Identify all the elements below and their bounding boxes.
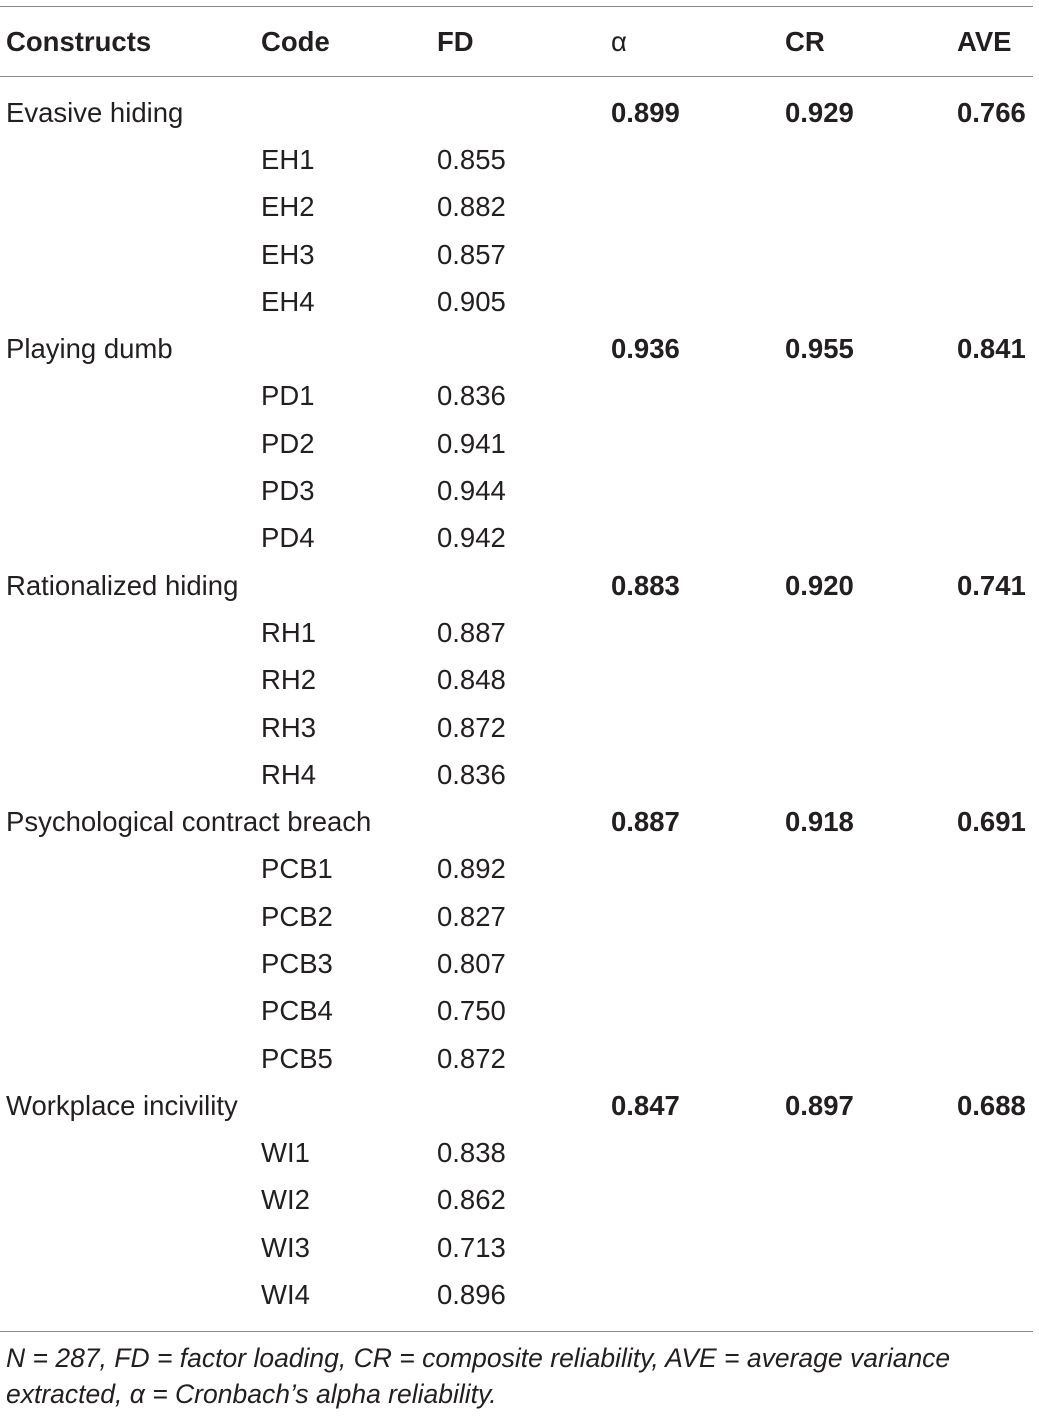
construct-cell-empty bbox=[0, 1035, 261, 1082]
item-code: RH1 bbox=[261, 616, 317, 648]
item-fd: 0.944 bbox=[437, 475, 506, 507]
ave-cell-empty bbox=[957, 609, 1033, 656]
construct-cell-empty bbox=[0, 1130, 261, 1177]
ave-cell-empty bbox=[957, 1224, 1033, 1271]
header-constructs: Constructs bbox=[6, 25, 152, 57]
cr-value: 0.918 bbox=[785, 806, 854, 838]
item-fd: 0.827 bbox=[437, 900, 506, 932]
alpha-cell-empty bbox=[611, 136, 785, 183]
construct-cell-empty bbox=[0, 893, 261, 940]
construct-cell-empty bbox=[0, 704, 261, 751]
alpha-cell-empty bbox=[611, 940, 785, 987]
table-body bbox=[0, 65, 1033, 1319]
code-cell-empty bbox=[261, 1082, 437, 1129]
reliability-table bbox=[0, 18, 1033, 1319]
ave-value: 0.766 bbox=[957, 96, 1026, 128]
item-row bbox=[0, 136, 1033, 183]
construct-name: Rationalized hiding bbox=[6, 569, 239, 601]
item-fd: 0.713 bbox=[437, 1231, 506, 1263]
fd-cell-empty bbox=[437, 1082, 611, 1129]
construct-cell-empty bbox=[0, 136, 261, 183]
cr-cell-empty bbox=[785, 846, 957, 893]
construct-cell-empty bbox=[0, 420, 261, 467]
alpha-cell-empty bbox=[611, 231, 785, 278]
item-fd: 0.750 bbox=[437, 995, 506, 1027]
construct-cell-empty bbox=[0, 231, 261, 278]
alpha-cell-empty bbox=[611, 184, 785, 231]
alpha-cell-empty bbox=[611, 1130, 785, 1177]
item-row bbox=[0, 373, 1033, 420]
ave-cell-empty bbox=[957, 657, 1033, 704]
ave-cell-empty bbox=[957, 184, 1033, 231]
item-fd: 0.896 bbox=[437, 1279, 506, 1311]
item-code: EH3 bbox=[261, 238, 315, 270]
item-fd: 0.887 bbox=[437, 616, 506, 648]
item-fd: 0.872 bbox=[437, 711, 506, 743]
code-cell-empty bbox=[261, 325, 437, 372]
header-fd: FD bbox=[437, 25, 474, 57]
cr-value: 0.929 bbox=[785, 96, 854, 128]
table-header-row bbox=[0, 18, 1033, 65]
header-cr: CR bbox=[785, 25, 825, 57]
construct-row bbox=[0, 325, 1033, 372]
alpha-cell-empty bbox=[611, 704, 785, 751]
construct-cell-empty bbox=[0, 657, 261, 704]
ave-cell-empty bbox=[957, 231, 1033, 278]
ave-cell-empty bbox=[957, 278, 1033, 325]
alpha-cell-empty bbox=[611, 373, 785, 420]
item-code: EH4 bbox=[261, 285, 315, 317]
item-row bbox=[0, 751, 1033, 798]
item-row bbox=[0, 940, 1033, 987]
item-fd: 0.882 bbox=[437, 191, 506, 223]
table-bottom-rule bbox=[0, 1331, 1033, 1332]
cr-cell-empty bbox=[785, 704, 957, 751]
item-row bbox=[0, 278, 1033, 325]
cr-cell-empty bbox=[785, 184, 957, 231]
ave-cell-empty bbox=[957, 373, 1033, 420]
item-code: EH1 bbox=[261, 143, 315, 175]
item-code: RH2 bbox=[261, 664, 317, 696]
item-code: PCB1 bbox=[261, 853, 333, 885]
item-code: PCB3 bbox=[261, 947, 333, 979]
item-row bbox=[0, 1130, 1033, 1177]
cr-cell-empty bbox=[785, 751, 957, 798]
ave-cell-empty bbox=[957, 1177, 1033, 1224]
construct-cell-empty bbox=[0, 751, 261, 798]
alpha-cell-empty bbox=[611, 846, 785, 893]
cr-cell-empty bbox=[785, 1035, 957, 1082]
construct-row bbox=[0, 89, 1033, 136]
fd-cell-empty bbox=[437, 89, 611, 136]
cr-cell-empty bbox=[785, 231, 957, 278]
item-row bbox=[0, 467, 1033, 514]
item-code: PD1 bbox=[261, 380, 315, 412]
item-row bbox=[0, 609, 1033, 656]
alpha-cell-empty bbox=[611, 609, 785, 656]
item-fd: 0.838 bbox=[437, 1137, 506, 1169]
item-code: RH4 bbox=[261, 758, 317, 790]
item-code: RH3 bbox=[261, 711, 317, 743]
item-code: PCB5 bbox=[261, 1042, 333, 1074]
cr-cell-empty bbox=[785, 373, 957, 420]
cr-value: 0.955 bbox=[785, 333, 854, 365]
ave-cell-empty bbox=[957, 893, 1033, 940]
item-row bbox=[0, 184, 1033, 231]
construct-name: Workplace incivility bbox=[6, 1089, 238, 1121]
item-fd: 0.857 bbox=[437, 238, 506, 270]
fd-cell-empty bbox=[437, 562, 611, 609]
cr-cell-empty bbox=[785, 1224, 957, 1271]
code-cell-empty bbox=[261, 89, 437, 136]
cr-cell-empty bbox=[785, 515, 957, 562]
cr-cell-empty bbox=[785, 278, 957, 325]
alpha-value: 0.887 bbox=[611, 806, 680, 838]
alpha-value: 0.899 bbox=[611, 96, 680, 128]
item-row bbox=[0, 1177, 1033, 1224]
ave-cell-empty bbox=[957, 1130, 1033, 1177]
header-code: Code bbox=[261, 25, 330, 57]
ave-value: 0.841 bbox=[957, 333, 1026, 365]
item-code: PD3 bbox=[261, 475, 315, 507]
cr-cell-empty bbox=[785, 1177, 957, 1224]
item-fd: 0.892 bbox=[437, 853, 506, 885]
alpha-cell-empty bbox=[611, 657, 785, 704]
construct-row bbox=[0, 798, 1033, 845]
alpha-cell-empty bbox=[611, 893, 785, 940]
cr-cell-empty bbox=[785, 1271, 957, 1318]
fd-cell-empty bbox=[437, 798, 611, 845]
item-row bbox=[0, 420, 1033, 467]
item-code: WI3 bbox=[261, 1231, 310, 1263]
ave-cell-empty bbox=[957, 988, 1033, 1035]
construct-name: Psychological contract breach bbox=[6, 806, 372, 838]
alpha-cell-empty bbox=[611, 751, 785, 798]
cr-cell-empty bbox=[785, 420, 957, 467]
item-row bbox=[0, 231, 1033, 278]
table-top-rule bbox=[0, 6, 1033, 7]
cr-cell-empty bbox=[785, 136, 957, 183]
item-row bbox=[0, 988, 1033, 1035]
construct-name: Evasive hiding bbox=[6, 96, 184, 128]
ave-cell-empty bbox=[957, 846, 1033, 893]
construct-cell-empty bbox=[0, 515, 261, 562]
alpha-cell-empty bbox=[611, 1177, 785, 1224]
table-spacer-row bbox=[0, 77, 1033, 89]
item-fd: 0.848 bbox=[437, 664, 506, 696]
item-row bbox=[0, 1224, 1033, 1271]
item-row bbox=[0, 1035, 1033, 1082]
item-code: EH2 bbox=[261, 191, 315, 223]
ave-cell-empty bbox=[957, 467, 1033, 514]
header-ave: AVE bbox=[957, 25, 1012, 57]
construct-row bbox=[0, 562, 1033, 609]
item-code: PCB2 bbox=[261, 900, 333, 932]
alpha-cell-empty bbox=[611, 1224, 785, 1271]
ave-value: 0.688 bbox=[957, 1089, 1026, 1121]
code-cell-empty bbox=[261, 562, 437, 609]
item-row bbox=[0, 893, 1033, 940]
item-fd: 0.942 bbox=[437, 522, 506, 554]
construct-cell-empty bbox=[0, 467, 261, 514]
item-fd: 0.862 bbox=[437, 1184, 506, 1216]
item-row bbox=[0, 846, 1033, 893]
alpha-value: 0.936 bbox=[611, 333, 680, 365]
ave-cell-empty bbox=[957, 1271, 1033, 1318]
cr-cell-empty bbox=[785, 988, 957, 1035]
cr-cell-empty bbox=[785, 1130, 957, 1177]
ave-cell-empty bbox=[957, 1035, 1033, 1082]
alpha-cell-empty bbox=[611, 278, 785, 325]
item-code: PD2 bbox=[261, 427, 315, 459]
item-fd: 0.836 bbox=[437, 758, 506, 790]
item-row bbox=[0, 657, 1033, 704]
construct-cell-empty bbox=[0, 373, 261, 420]
ave-value: 0.691 bbox=[957, 806, 1026, 838]
ave-cell-empty bbox=[957, 751, 1033, 798]
item-code: WI2 bbox=[261, 1184, 310, 1216]
construct-cell-empty bbox=[0, 988, 261, 1035]
cr-cell-empty bbox=[785, 657, 957, 704]
construct-cell-empty bbox=[0, 1177, 261, 1224]
ave-value: 0.741 bbox=[957, 569, 1026, 601]
construct-cell-empty bbox=[0, 609, 261, 656]
construct-cell-empty bbox=[0, 846, 261, 893]
item-code: WI4 bbox=[261, 1279, 310, 1311]
cr-cell-empty bbox=[785, 467, 957, 514]
construct-row bbox=[0, 1082, 1033, 1129]
construct-cell-empty bbox=[0, 1271, 261, 1318]
item-row bbox=[0, 515, 1033, 562]
alpha-cell-empty bbox=[611, 515, 785, 562]
ave-cell-empty bbox=[957, 940, 1033, 987]
ave-cell-empty bbox=[957, 136, 1033, 183]
item-fd: 0.807 bbox=[437, 947, 506, 979]
alpha-value: 0.883 bbox=[611, 569, 680, 601]
alpha-value: 0.847 bbox=[611, 1089, 680, 1121]
item-row bbox=[0, 704, 1033, 751]
alpha-cell-empty bbox=[611, 1271, 785, 1318]
item-fd: 0.872 bbox=[437, 1042, 506, 1074]
cr-cell-empty bbox=[785, 893, 957, 940]
item-fd: 0.855 bbox=[437, 143, 506, 175]
cr-cell-empty bbox=[785, 940, 957, 987]
item-code: WI1 bbox=[261, 1137, 310, 1169]
construct-cell-empty bbox=[0, 184, 261, 231]
header-alpha: α bbox=[611, 25, 627, 57]
construct-name: Playing dumb bbox=[6, 333, 173, 365]
item-fd: 0.941 bbox=[437, 427, 506, 459]
cr-cell-empty bbox=[785, 609, 957, 656]
ave-cell-empty bbox=[957, 704, 1033, 751]
construct-cell-empty bbox=[0, 940, 261, 987]
item-fd: 0.836 bbox=[437, 380, 506, 412]
item-code: PD4 bbox=[261, 522, 315, 554]
alpha-cell-empty bbox=[611, 1035, 785, 1082]
construct-cell-empty bbox=[0, 278, 261, 325]
alpha-cell-empty bbox=[611, 467, 785, 514]
cr-value: 0.897 bbox=[785, 1089, 854, 1121]
alpha-cell-empty bbox=[611, 988, 785, 1035]
cr-value: 0.920 bbox=[785, 569, 854, 601]
alpha-cell-empty bbox=[611, 420, 785, 467]
table-footnote: N = 287, FD = factor loading, CR = composite reliability, AVE = average variance extracted, α = Cronbach’s alpha reliability. bbox=[6, 1343, 951, 1409]
item-code: PCB4 bbox=[261, 995, 333, 1027]
item-row bbox=[0, 1271, 1033, 1318]
ave-cell-empty bbox=[957, 420, 1033, 467]
item-fd: 0.905 bbox=[437, 285, 506, 317]
ave-cell-empty bbox=[957, 515, 1033, 562]
construct-cell-empty bbox=[0, 1224, 261, 1271]
fd-cell-empty bbox=[437, 325, 611, 372]
